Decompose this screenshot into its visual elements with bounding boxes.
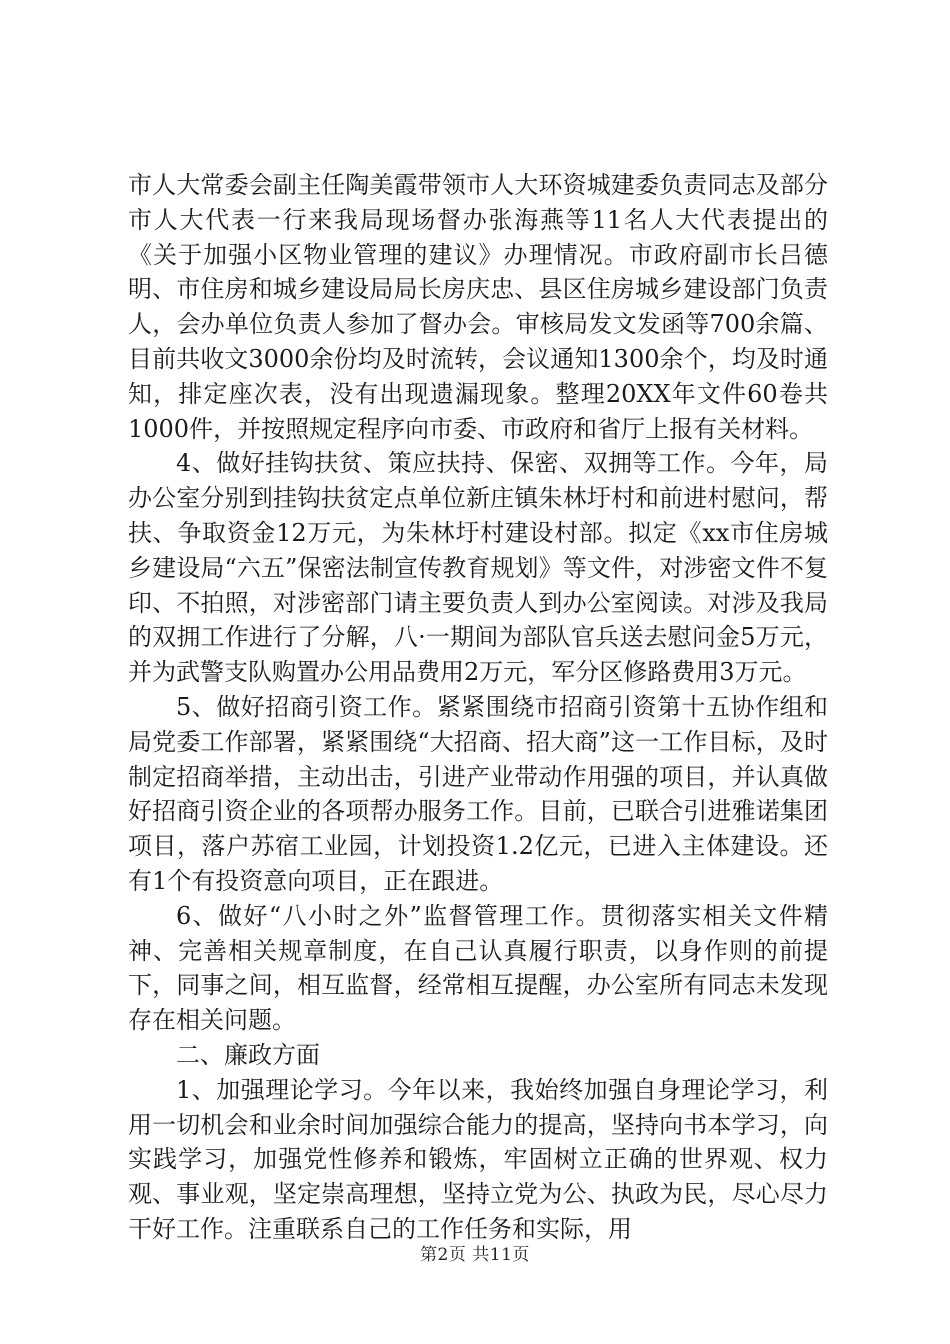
paragraph-item-4: 4、做好挂钩扶贫、策应扶持、保密、双拥等工作。今年，局办公室分别到挂钩扶贫定点单位新庄镇朱林圩村和前进村慰问，帮扶、争取资金12万元，为朱林圩村建设村部。拟定《xx市住房城乡建设局“六五”保密法制宣传教育规划》等文件，对涉密文件不复印、不拍照，对涉密部门请主要负责人到办公室阅读。对涉及我局的双拥工作进行了分解，八·一期间为部队官兵送去慰问金5万元，并为武警支队购置办公用品费用2万元，军分区修路费用3万元。 [128,449,828,687]
paragraph-section2-item-1: 1、加强理论学习。今年以来，我始终加强自身理论学习，利用一切机会和业余时间加强综合能力的提高，坚持向书本学习，向实践学习，加强党性修养和锻炼，牢固树立正确的世界观、权力观、事业观，坚定崇高理想，坚持立党为公、执政为民，尽心尽力干好工作。注重联系自己的工作任务和实际，用 [128,1075,828,1243]
document-body [128,168,828,1247]
page-number-footer: 第2页 共11页 [420,1245,530,1265]
section-heading: 二、廉政方面 [176,1040,320,1069]
paragraph-continuation: 市人大常委会副主任陶美霞带领市人大环资城建委负责同志及部分市人大代表一行来我局现场督办张海燕等11名人大代表提出的《关于加强小区物业管理的建议》办理情况。市政府副市长吕德明、市住房和城乡建设局局长房庆忠、县区住房城乡建设部门负责人，会办单位负责人参加了督办会。审核局发文发函等700余篇、目前共收文3000余份均及时流转，会议通知1300余个，均及时通知，排定座次表，没有出现遗漏现象。整理20XX年文件60卷共1000件，并按照规定程序向市委、市政府和省厅上报有关材料。 [128,171,828,443]
paragraph-item-5: 5、做好招商引资工作。紧紧围绕市招商引资第十五协作组和局党委工作部署，紧紧围绕“大招商、招大商”这一工作目标，及时制定招商举措，主动出击，引进产业带动作用强的项目，并认真做好招商引资企业的各项帮办服务工作。目前，已联合引进雅诺集团项目，落户苏宿工业园，计划投资1.2亿元，已进入主体建设。还有1个有投资意向项目，正在跟进。 [128,692,828,895]
paragraph-item-6: 6、做好“八小时之外”监督管理工作。贯彻落实相关文件精神、完善相关规章制度，在自己认真履行职责，以身作则的前提下，同事之间，相互监督，经常相互提醒，办公室所有同志未发现存在相关问题。 [128,901,828,1035]
